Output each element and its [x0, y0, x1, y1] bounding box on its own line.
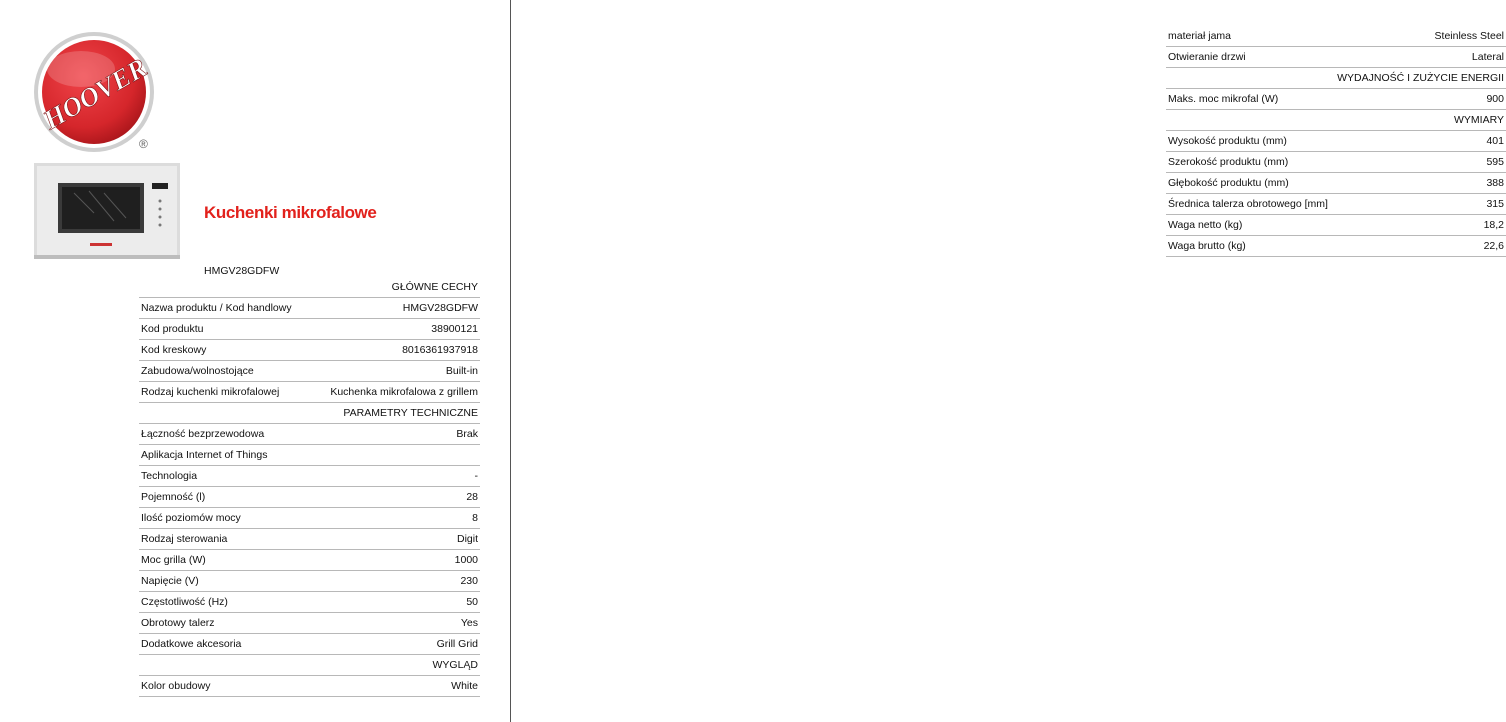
spec-key: Obrotowy talerz	[139, 613, 323, 634]
spec-row	[139, 319, 480, 340]
spec-key: Rodzaj sterowania	[139, 529, 323, 550]
spec-row	[139, 529, 480, 550]
spec-value: 230	[323, 571, 480, 592]
spec-row	[1166, 215, 1506, 236]
section-header-row	[139, 277, 480, 298]
spec-key: Kod kreskowy	[139, 340, 323, 361]
page-right	[511, 0, 1504, 722]
spec-value: Built-in	[323, 361, 480, 382]
page-left	[0, 0, 510, 722]
spec-key: Waga netto (kg)	[1166, 215, 1350, 236]
section-header: GŁÓWNE CECHY	[139, 277, 480, 298]
spec-value: Steinless Steel	[1350, 26, 1506, 47]
spec-value: 315	[1350, 194, 1506, 215]
spec-row	[139, 550, 480, 571]
spec-value: 8	[323, 508, 480, 529]
spec-row	[139, 634, 480, 655]
spec-key: Pojemność (l)	[139, 487, 323, 508]
spec-key: Zabudowa/wolnostojące	[139, 361, 323, 382]
spec-value: 388	[1350, 173, 1506, 194]
spec-row	[139, 382, 480, 403]
spec-table-right	[1166, 26, 1506, 257]
spec-value: 401	[1350, 131, 1506, 152]
spec-value: Yes	[323, 613, 480, 634]
spec-key: Szerokość produktu (mm)	[1166, 152, 1350, 173]
spec-key: Częstotliwość (Hz)	[139, 592, 323, 613]
spec-row	[1166, 89, 1506, 110]
spec-value: 28	[323, 487, 480, 508]
section-header-row	[139, 655, 480, 676]
spec-row	[139, 424, 480, 445]
spec-value: Lateral	[1350, 47, 1506, 68]
spec-key: Nazwa produktu / Kod handlowy	[139, 298, 323, 319]
spec-value	[323, 445, 480, 466]
section-header: WYDAJNOŚĆ I ZUŻYCIE ENERGII	[1166, 68, 1506, 89]
spec-row	[139, 571, 480, 592]
spec-key: Moc grilla (W)	[139, 550, 323, 571]
svg-text:HOOVER: HOOVER	[38, 52, 152, 136]
spec-value: Grill Grid	[323, 634, 480, 655]
spec-row	[139, 508, 480, 529]
spec-value: White	[323, 676, 480, 697]
section-header: WYMIARY	[1166, 110, 1506, 131]
spec-row	[1166, 236, 1506, 257]
spec-key: Wysokość produktu (mm)	[1166, 131, 1350, 152]
spec-value: Digit	[323, 529, 480, 550]
spec-value: Kuchenka mikrofalowa z grillem	[323, 382, 480, 403]
spec-value: 50	[323, 592, 480, 613]
spec-key: Średnica talerza obrotowego [mm]	[1166, 194, 1350, 215]
section-header-row	[1166, 110, 1506, 131]
registered-mark: ®	[139, 137, 148, 151]
spec-row	[139, 445, 480, 466]
microwave-product-image	[34, 163, 180, 259]
spec-row	[139, 298, 480, 319]
spec-key: Napięcie (V)	[139, 571, 323, 592]
spec-row	[139, 340, 480, 361]
spec-value: 1000	[323, 550, 480, 571]
spec-key: Głębokość produktu (mm)	[1166, 173, 1350, 194]
spec-key: Łączność bezprzewodowa	[139, 424, 323, 445]
hoover-logo	[33, 31, 155, 153]
spec-value: Brak	[323, 424, 480, 445]
spec-row	[139, 361, 480, 382]
spec-key: Maks. moc mikrofal (W)	[1166, 89, 1350, 110]
spec-row	[1166, 47, 1506, 68]
spec-value: -	[323, 466, 480, 487]
section-header-row	[139, 403, 480, 424]
spec-key: Dodatkowe akcesoria	[139, 634, 323, 655]
spec-row	[1166, 26, 1506, 47]
spec-value: 22,6	[1350, 236, 1506, 257]
spec-row	[139, 676, 480, 697]
spec-value: 900	[1350, 89, 1506, 110]
spec-value: 8016361937918	[323, 340, 480, 361]
section-header-row	[1166, 68, 1506, 89]
spec-row	[139, 466, 480, 487]
spec-key: Kod produktu	[139, 319, 323, 340]
spec-row	[1166, 152, 1506, 173]
spec-key: materiał jama	[1166, 26, 1350, 47]
spec-row	[139, 487, 480, 508]
spec-row	[139, 592, 480, 613]
spec-value: HMGV28GDFW	[323, 298, 480, 319]
spec-table-left	[139, 277, 480, 697]
spec-row	[1166, 194, 1506, 215]
spec-key: Technologia	[139, 466, 323, 487]
spec-row	[1166, 131, 1506, 152]
spec-key: Waga brutto (kg)	[1166, 236, 1350, 257]
model-label: HMGV28GDFW	[204, 265, 280, 277]
spec-key: Kolor obudowy	[139, 676, 323, 697]
spec-key: Ilość poziomów mocy	[139, 508, 323, 529]
spec-value: 38900121	[323, 319, 480, 340]
category-title: Kuchenki mikrofalowe	[204, 203, 377, 222]
spec-value: 595	[1350, 152, 1506, 173]
spec-key: Otwieranie drzwi	[1166, 47, 1350, 68]
spec-value: 18,2	[1350, 215, 1506, 236]
spec-key: Aplikacja Internet of Things	[139, 445, 323, 466]
spec-row	[1166, 173, 1506, 194]
spec-key: Rodzaj kuchenki mikrofalowej	[139, 382, 323, 403]
spec-row	[139, 613, 480, 634]
section-header: PARAMETRY TECHNICZNE	[139, 403, 480, 424]
section-header: WYGLĄD	[139, 655, 480, 676]
